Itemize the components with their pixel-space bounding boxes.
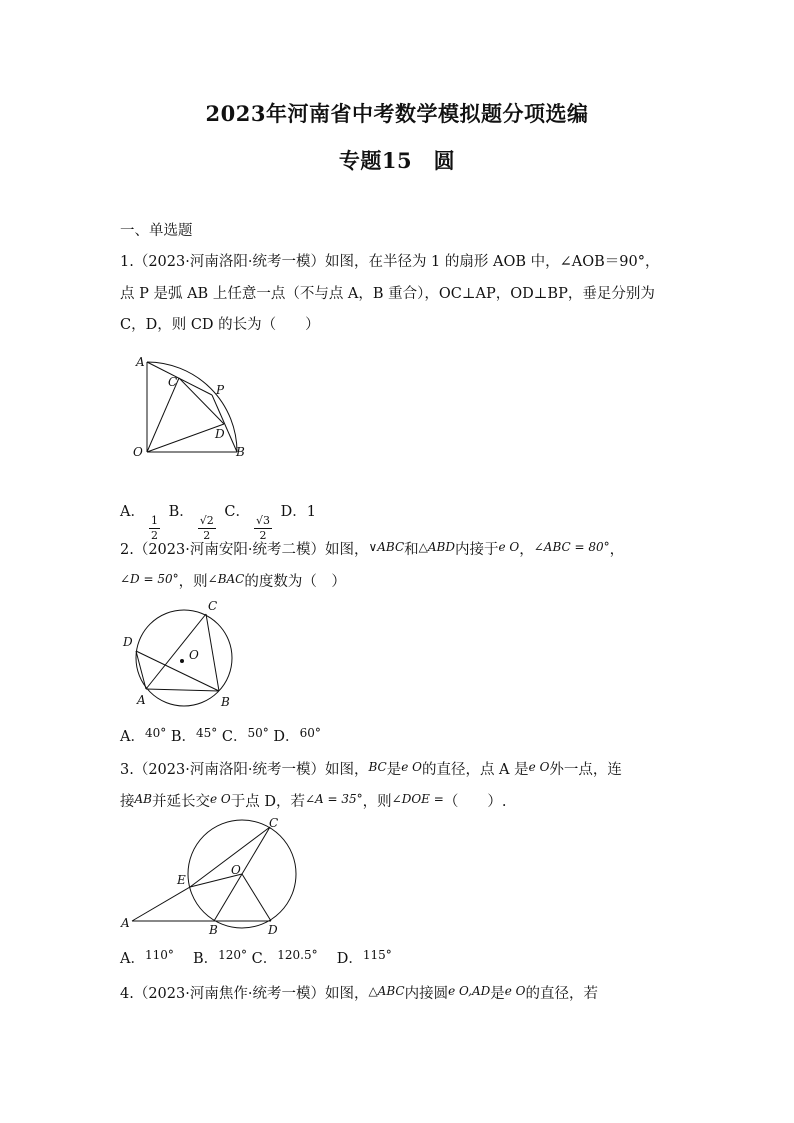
q1-label-o: O: [133, 445, 143, 459]
q3-label-o: O: [231, 863, 241, 877]
q1-label-b: B: [236, 445, 245, 459]
q2-line-2: $^{\angle D = 50^\circ}$，则$^{\angle BAC}$的度数为（ ）: [120, 572, 346, 590]
q3-option-a: A．: [120, 951, 145, 967]
section-heading: 一、单选题: [120, 223, 193, 239]
q1-line-2: 点 P 是弧 AB 上任意一点（不与点 A，B 重合），OC⊥AP，OD⊥BP，垂足分别为: [120, 286, 655, 302]
q2-label-d: D: [123, 635, 133, 649]
q2-figure: [120, 600, 250, 712]
q1-option-a-fraction: $\frac{1}{2}$: [150, 514, 158, 542]
q3-line-2: 接$^{AB}$并延长交$^{e O}$于点 D，若$^{\angle A = 35^\circ}$，则$^{\angle DOE =}$（ ）.: [120, 792, 507, 810]
q1-option-c-fraction: $\frac{√3}{2}$: [255, 514, 270, 542]
q2-option-c: C．: [221, 729, 248, 745]
q2-label-o: O: [189, 648, 199, 662]
q2-option-b: B．: [170, 729, 197, 745]
document-title: 2023年河南省中考数学模拟题分项选编: [205, 101, 589, 126]
q3-option-c: C．: [251, 951, 278, 967]
q1-line-1: 1.（2023·河南洛阳·统考一模）如图，在半径为 1 的扇形 AOB 中，∠AOB＝90°，: [120, 254, 660, 270]
q1-figure: [125, 352, 255, 464]
q3-label-e: E: [177, 873, 186, 887]
q2-label-b: B: [221, 695, 230, 709]
q3-option-d: D．: [322, 951, 363, 967]
q1-option-a: A．: [120, 504, 145, 520]
q3-label-a: A: [121, 916, 130, 930]
document-subtitle: 专题15 圆: [338, 148, 456, 173]
q1-option-c: C．: [224, 504, 250, 520]
q1-option-b-fraction: $\frac{√2}{2}$: [199, 514, 214, 542]
q1-option-d: D．1: [280, 504, 316, 520]
q2-option-d: D．: [273, 729, 300, 745]
q2-line-1: 2.（2023·河南安阳·统考二模）如图，$^{\vee ABC}$和$^{\triangle ABD}$内接于$^{e O}$，$^{\angle ABC = 80^\circ}$，: [120, 540, 625, 558]
q1-options: [120, 500, 316, 543]
q3-label-b: B: [209, 923, 218, 937]
q3-figure: [118, 817, 318, 937]
q1-label-c: C: [168, 375, 178, 389]
q3-options: A．$^{110^\circ}$ B．$^{120^\circ}$ C．$^{120.5^\circ}$ D．$^{115^\circ}$: [120, 948, 392, 967]
q3-line-1: 3.（2023·河南洛阳·统考一模）如图，$^{BC}$是$^{e O}$的直径，点 A 是$^{e O}$外一点，连: [120, 760, 622, 778]
q1-label-a: A: [136, 355, 145, 369]
q3-label-c: C: [269, 817, 279, 830]
q2-option-a: A．: [120, 729, 145, 745]
q3-label-d: D: [268, 923, 278, 937]
q4-line-1: 4.（2023·河南焦作·统考一模）如图，$^{\triangle ABC}$内接圆$^{e O,AD}$是$^{e O}$的直径，若: [120, 984, 598, 1002]
q2-options: A．$^{40^\circ}$ B．$^{45^\circ}$ C．$^{50^\circ}$ D．$^{60^\circ}$: [120, 726, 321, 745]
q2-label-c: C: [208, 600, 218, 613]
q3-option-b: B．: [178, 951, 219, 967]
q1-line-3: C，D，则 CD 的长为（ ）: [120, 317, 320, 333]
q2-label-a: A: [137, 693, 146, 707]
q1-label-d: D: [215, 427, 225, 441]
q1-option-b: B．: [168, 504, 194, 520]
q1-label-p: P: [216, 383, 225, 397]
